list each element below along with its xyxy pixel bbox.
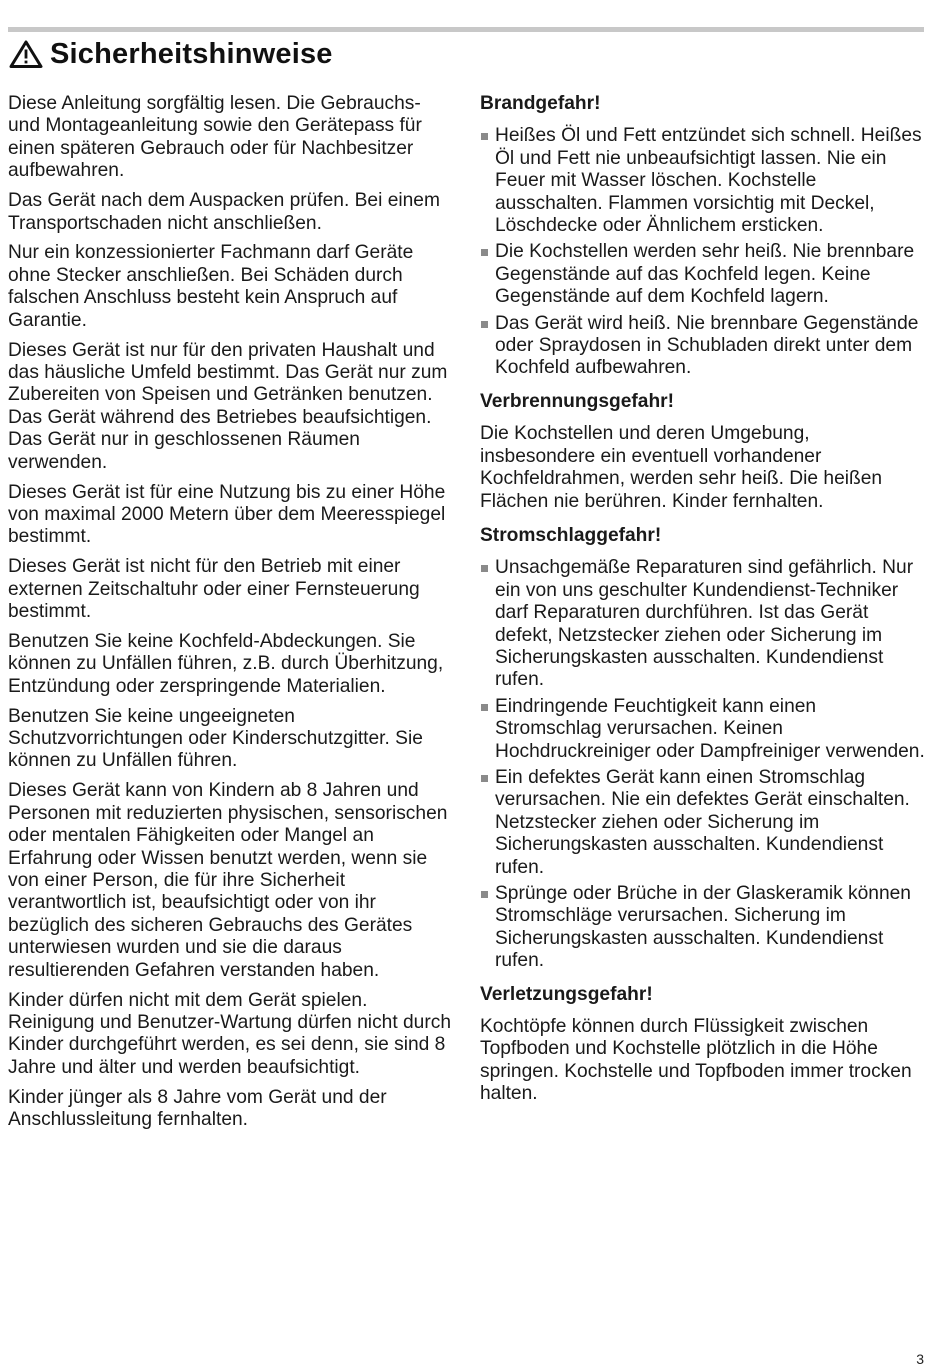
square-bullet-icon (481, 704, 488, 711)
list-item (480, 125, 928, 237)
paragraph: Dieses Gerät kann von Kindern ab 8 Jahren und Personen mit reduzierten physischen, sensorischen oder mentalen Fähigkeiten oder Mangel an Erfahrung oder Wissen benutzt werden, wenn sie von einer Person, die für ihre Sicherheit verantwortlich ist, beaufsichtigt oder von ihr bezüglich des sicheren Gebrauchs des Gerätes unterwiesen wurden und sie die daraus resultierenden Gefahren verstanden haben. (8, 780, 448, 981)
square-bullet-icon (481, 775, 488, 782)
section-heading-stromschlaggefahr: Stromschlaggefahr! (480, 524, 662, 546)
page-heading (8, 34, 333, 74)
top-rule (8, 27, 924, 32)
list-item (480, 767, 928, 879)
list-item (480, 557, 928, 691)
paragraph: Kinder jünger als 8 Jahre vom Gerät und der Anschlussleitung fernhalten. (8, 1086, 387, 1131)
list-item (480, 696, 928, 763)
paragraph: Kinder dürfen nicht mit dem Gerät spielen. Reinigung und Benutzer-Wartung dürfen nicht durch Kinder durchgeführt werden, es sei denn, sie sind 8 Jahre und älter und werden beaufsichtigt. (8, 989, 451, 1078)
paragraph: Nur ein konzessionierter Fachmann darf Geräte ohne Stecker anschließen. Bei Schäden durch falschen Anschluss besteht kein Anspruch auf Garantie. (8, 242, 414, 331)
paragraph: Diese Anleitung sorgfältig lesen. Die Gebrauchs- und Montageanleitung sowie den Gerätepass für einen späteren Gebrauch oder für Nachbesitzer aufbewahren. (8, 93, 422, 182)
paragraph: Benutzen Sie keine ungeeigneten Schutzvorrichtungen oder Kinderschutzgitter. Sie können zu Unfällen führen. (8, 705, 423, 772)
bullet-list-stromschlaggefahr (480, 557, 928, 972)
bullet-list-brandgefahr (480, 125, 928, 379)
section-heading-verletzungsgefahr: Verletzungsgefahr! (480, 983, 653, 1005)
paragraph: Das Gerät nach dem Auspacken prüfen. Bei einem Transportschaden nicht anschließen. (8, 190, 440, 234)
square-bullet-icon (481, 565, 488, 572)
paragraph: Kochtöpfe können durch Flüssigkeit zwischen Topfboden und Kochstelle plötzlich in die Höhe springen. Kochstelle und Topfboden immer trocken halten. (480, 1016, 912, 1105)
list-item-text: Eindringende Feuchtigkeit kann einen Stromschlag verursachen. Keinen Hochdruckreiniger oder Dampfreiniger verwenden. (495, 695, 925, 762)
list-item-text: Ein defektes Gerät kann einen Stromschlag verursachen. Nie ein defektes Gerät einschalten. Netzstecker ziehen oder Sicherung im Sicherungskasten ausschalten. Kundendienst rufen. (495, 766, 910, 878)
section-heading-brandgefahr: Brandgefahr! (480, 93, 601, 114)
list-item (480, 241, 928, 308)
paragraph: Dieses Gerät ist für eine Nutzung bis zu einer Höhe von maximal 2000 Metern über dem Meeresspiegel bestimmt. (8, 481, 446, 548)
paragraph: Dieses Gerät ist nur für den privaten Haushalt und das häusliche Umfeld bestimmt. Das Gerät nur zum Zubereiten von Speisen und Getränken benutzen. Das Gerät während des Betriebes beaufsichtigen. Das Gerät nur in geschlossenen Räumen verwenden. (8, 339, 448, 473)
right-column (480, 93, 928, 1113)
list-item-text: Unsachgemäße Reparaturen sind gefährlich. Nur ein von uns geschulter Kundendienst-Techniker darf Reparaturen durchführen. Ist das Gerät defekt, Netzstecker ziehen oder Sicherung im Sicherungskasten ausschalten. Kundendienst rufen. (495, 557, 914, 691)
list-item-text: Das Gerät wird heiß. Nie brennbare Gegenstände oder Spraydosen in Schubladen direkt unter dem Kochfeld aufbewahren. (495, 312, 919, 379)
list-item (480, 883, 928, 973)
section-heading-verbrennungsgefahr: Verbrennungsgefahr! (480, 390, 675, 412)
list-item-text: Die Kochstellen werden sehr heiß. Nie brennbare Gegenstände auf das Kochfeld legen. Keine Gegenstände auf dem Kochfeld lagern. (495, 241, 915, 308)
paragraph: Die Kochstellen und deren Umgebung, insbesondere ein eventuell vorhandener Kochfeldrahmen, werden sehr heiß. Die heißen Flächen nie berühren. Kinder fernhalten. (480, 423, 883, 512)
paragraph: Dieses Gerät ist nicht für den Betrieb mit einer externen Zeitschaltuhr oder einer Fernsteuerung bestimmt. (8, 556, 420, 623)
square-bullet-icon (481, 249, 488, 256)
list-item (480, 313, 928, 380)
list-item-text: Sprünge oder Brüche in der Glaskeramik können Stromschläge verursachen. Sicherung im Sicherungskasten ausschalten. Kundendienst rufen. (495, 883, 911, 972)
warning-triangle-icon (8, 39, 44, 69)
square-bullet-icon (481, 133, 488, 140)
page-title: Sicherheitshinweise (50, 37, 333, 70)
square-bullet-icon (481, 321, 488, 328)
page-number: 3 (916, 1351, 924, 1367)
paragraph: Benutzen Sie keine Kochfeld-Abdeckungen. Sie können zu Unfällen führen, z.B. durch Überhitzung, Entzündung oder zerspringende Materialien. (8, 630, 444, 697)
left-column (8, 93, 456, 1139)
square-bullet-icon (481, 891, 488, 898)
list-item-text: Heißes Öl und Fett entzündet sich schnell. Heißes Öl und Fett nie unbeaufsichtigt lassen. Nie ein Feuer mit Wasser löschen. Kochstelle ausschalten. Flammen vorsichtig mit Deckel, Löschdecke oder Ähnlichem ersticken. (495, 125, 922, 237)
